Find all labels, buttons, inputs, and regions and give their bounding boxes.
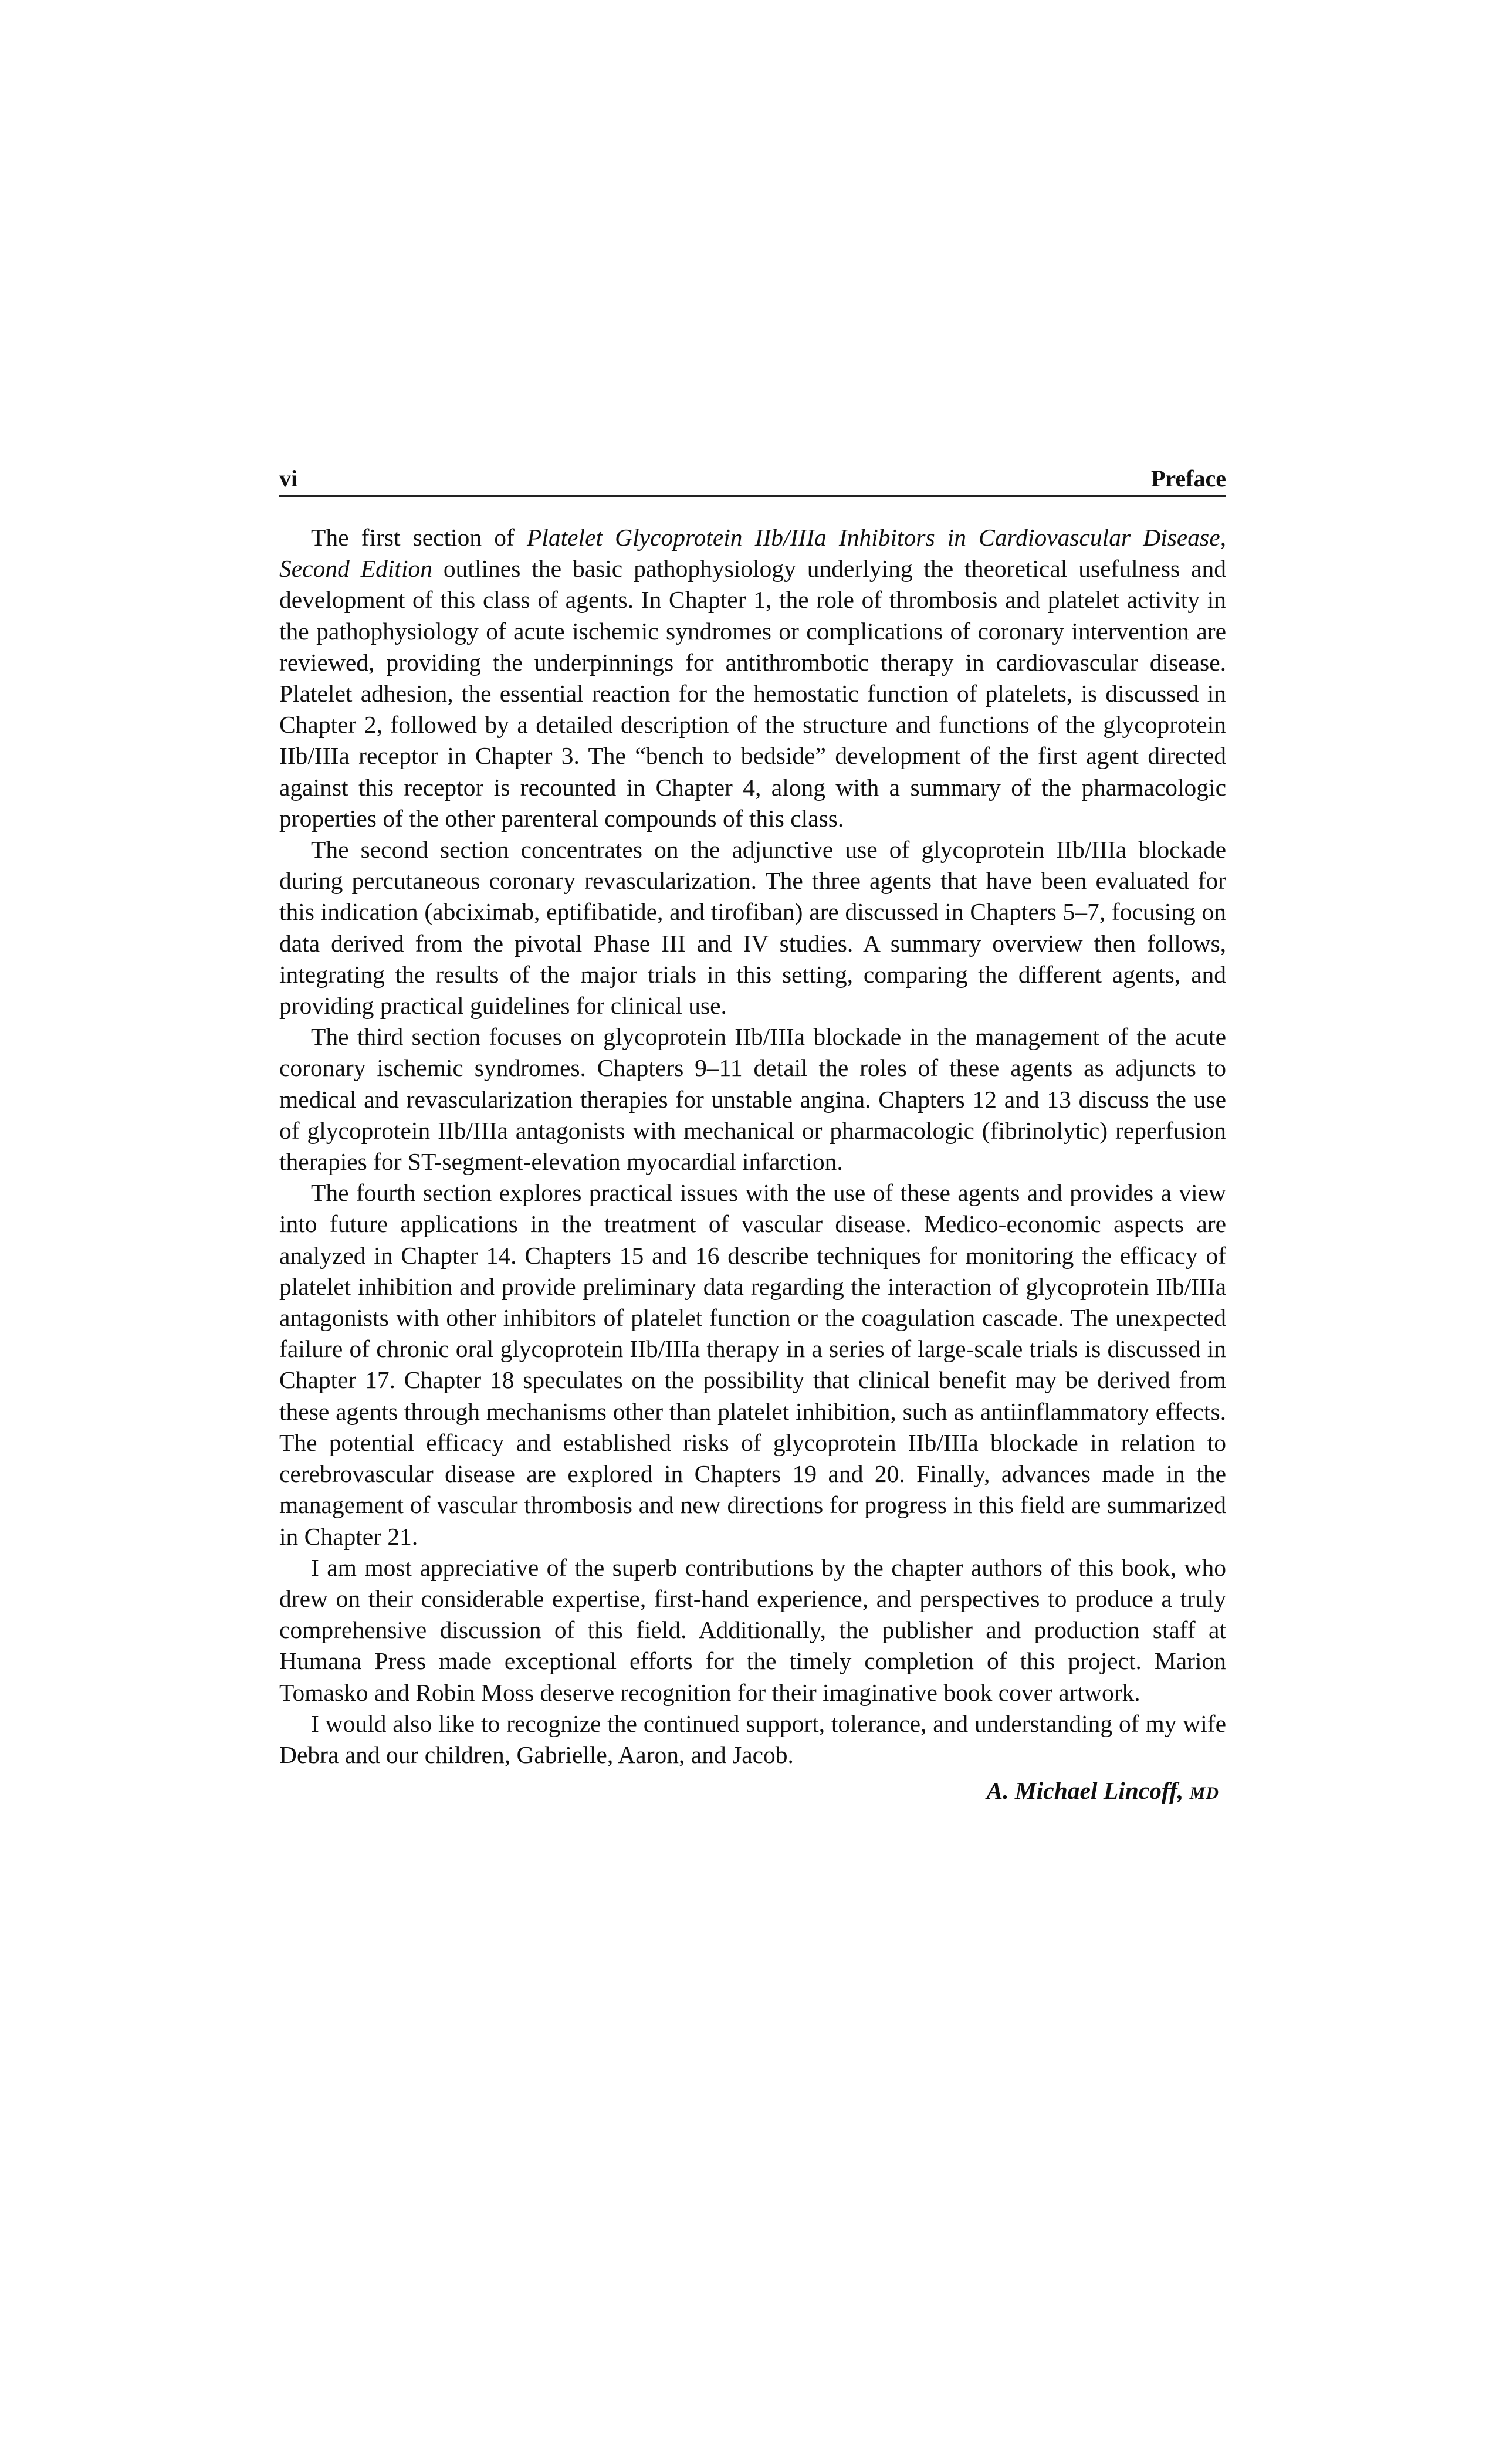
paragraph-second-section: The second section concentrates on the adjunctive use of glycoprotein IIb/IIIa blockade during percutaneous coronary revascularization. The three agents that have been evaluated for this indication (abciximab, eptifibatide, and tirofiban) are discussed in Chapters 5–7, focusing on data derived from the pivotal Phase III and IV studies. A summary overview then follows, integrating the results of the major trials in this setting, comparing the different agents, and providing practical guidelines for clinical use. bbox=[279, 836, 1226, 1020]
book-title: Platelet Glycoprotein IIb/IIIa Inhibitors in Cardiovascular Disease, Second Edition bbox=[279, 524, 1226, 583]
preface-body bbox=[279, 522, 1226, 1809]
page-header bbox=[279, 461, 1226, 497]
running-title: Preface bbox=[1150, 465, 1226, 492]
paragraph-third-section: The third section focuses on glycoprotein IIb/IIIa blockade in the management of the acute coronary ischemic syndromes. Chapters 9–11 detail the roles of these agents as adjuncts to medical and revascularization therapies for unstable angina. Chapters 12 and 13 discuss the use of glycoprotein IIb/IIIa antagonists with mechanical or pharmacologic (fibrinolytic) reperfusion therapies for ST-segment-elevation myocardial infarction. bbox=[279, 1023, 1226, 1176]
author-signature bbox=[279, 1775, 1226, 1809]
paragraph-family: I would also like to recognize the continued support, tolerance, and understanding of my wife Debra and our children, Gabrielle, Aaron, and Jacob. bbox=[279, 1710, 1226, 1768]
page-number: vi bbox=[279, 465, 298, 492]
paragraph-lead: The first section of bbox=[311, 524, 527, 551]
paragraph-acknowledgments: I am most appreciative of the superb contributions by the chapter authors of this book, who drew on their considerable expertise, first-hand experience, and perspectives to produce a truly comprehensive discussion of this field. Additionally, the publisher and production staff at Humana Press made exceptional efforts for the timely completion of this project. Marion Tomasko and Robin Moss deserve recognition for their imaginative book cover artwork. bbox=[279, 1553, 1226, 1706]
author-name: A. Michael Lincoff, bbox=[986, 1777, 1184, 1805]
paragraph-rest: outlines the basic pathophysiology underlying the theoretical usefulness and development of this class of agents. In Chapter 1, the role of thrombosis and platelet activity in the pathophysiology of acute ischemic syndromes or complications of coronary intervention are reviewed, providing the underpinnings for antithrombotic therapy in cardiovascular disease. Platelet adhesion, the essential reaction for the hemostatic function of platelets, is discussed in Chapter 2, followed by a detailed description of the structure and functions of the glycoprotein IIb/IIIa receptor in Chapter 3. The “bench to bedside” development of the first agent directed against this receptor is recounted in Chapter 4, along with a summary of the pharmacologic properties of the other parenteral compounds of this class. bbox=[279, 555, 1227, 832]
paragraph-fourth-section: The fourth section explores practical issues with the use of these agents and provides a view into future applications in the treatment of vascular disease. Medico-economic aspects are analyzed in Chapter 14. Chapters 15 and 16 describe techniques for monitoring the efficacy of platelet inhibition and provide preliminary data regarding the interaction of glycoprotein IIb/IIIa antagonists with other inhibitors of platelet function or the coagulation cascade. The unexpected failure of chronic oral glycoprotein IIb/IIIa therapy in a series of large-scale trials is discussed in Chapter 17. Chapter 18 speculates on the possibility that clinical benefit may be derived from these agents through mechanisms other than platelet inhibition, such as antiinflammatory effects. The potential efficacy and established risks of glycoprotein IIb/IIIa blockade in relation to cerebrovascular disease are explored in Chapters 19 and 20. Finally, advances made in the management of vascular thrombosis and new directions for progress in this field are summarized in Chapter 21. bbox=[279, 1179, 1226, 1550]
paragraph-first-section bbox=[279, 522, 1226, 834]
author-degree: MD bbox=[1189, 1783, 1219, 1803]
